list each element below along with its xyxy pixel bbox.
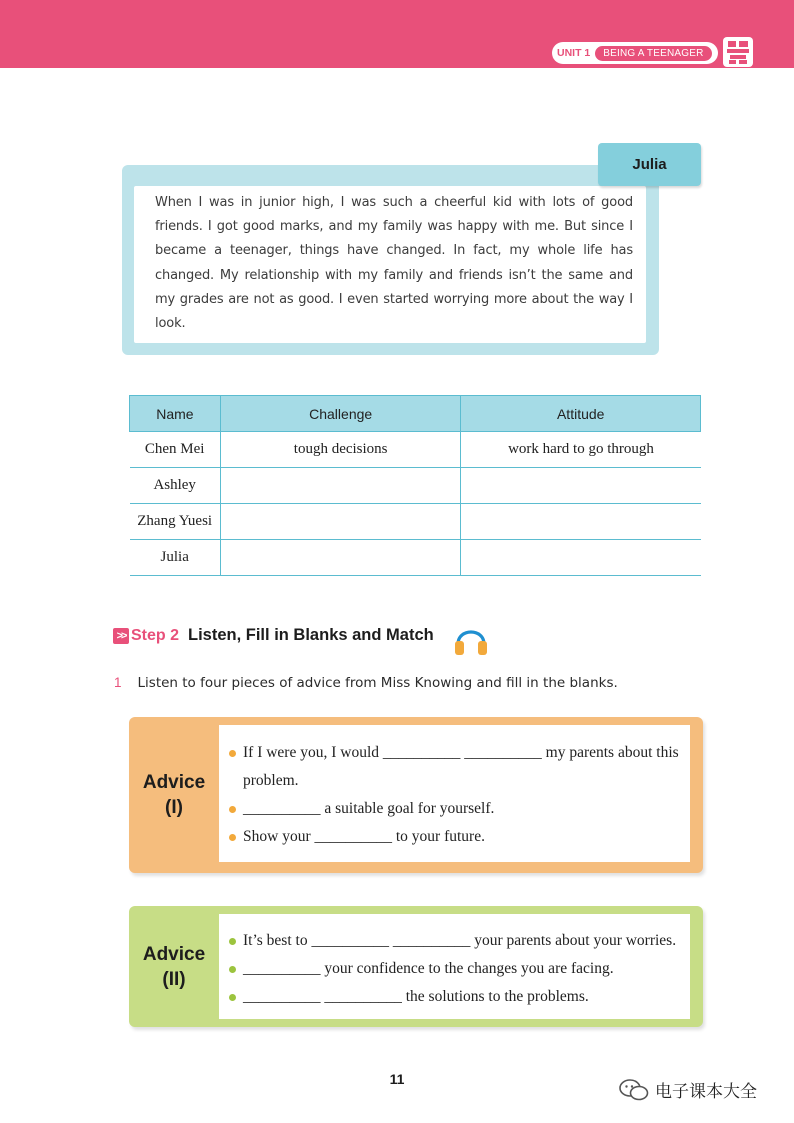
advice-list xyxy=(219,725,690,851)
table-cell-name: Ashley xyxy=(130,468,221,504)
step-heading xyxy=(113,626,434,645)
unit-label: UNIT 1 xyxy=(557,47,591,59)
bullet-icon xyxy=(229,938,236,945)
table-cell-challenge[interactable] xyxy=(220,504,461,540)
julia-name-tag: Julia xyxy=(598,143,701,186)
page-number: 11 xyxy=(389,1071,405,1087)
advice-text: __________ a suitable goal for yourself. xyxy=(243,800,495,817)
column-header-name: Name xyxy=(130,396,221,432)
list-item[interactable] xyxy=(229,795,682,823)
advice-label xyxy=(129,942,219,992)
table-cell-attitude[interactable] xyxy=(461,504,701,540)
double-chevron-icon: >> xyxy=(113,628,129,644)
table-cell-attitude[interactable] xyxy=(461,540,701,576)
advice-box-1 xyxy=(129,717,703,873)
list-item[interactable] xyxy=(229,823,682,851)
list-item[interactable] xyxy=(229,955,682,983)
table-row xyxy=(130,540,701,576)
bullet-icon xyxy=(229,994,236,1001)
step-title: Listen, Fill in Blanks and Match xyxy=(188,626,434,644)
table-header-row xyxy=(130,396,701,432)
table-row xyxy=(130,504,701,540)
advice-card xyxy=(219,914,690,1019)
bullet-icon xyxy=(229,834,236,841)
table-row xyxy=(130,432,701,468)
table-row xyxy=(130,468,701,504)
advice-card xyxy=(219,725,690,862)
watermark xyxy=(619,1077,757,1102)
chat-bubble-icon xyxy=(619,1078,649,1102)
table-cell-name: Chen Mei xyxy=(130,432,221,468)
table-cell-challenge[interactable] xyxy=(220,468,461,504)
advice-box-2 xyxy=(129,906,703,1027)
list-item[interactable] xyxy=(229,983,682,1011)
table-cell-name: Julia xyxy=(130,540,221,576)
step-number: Step 2 xyxy=(131,626,180,644)
instruction-number: 1 xyxy=(114,675,122,690)
advice-text: __________ __________ the solutions to the problems. xyxy=(243,988,589,1005)
advice-label-word: Advice xyxy=(142,944,206,965)
list-item[interactable] xyxy=(229,739,682,795)
headphones-icon xyxy=(453,622,489,658)
advice-label-word: Advice xyxy=(142,772,206,793)
advice-label-number: (I) xyxy=(165,797,183,818)
unit-title: BEING A TEENAGER xyxy=(595,46,711,61)
table-cell-challenge: tough decisions xyxy=(220,432,461,468)
advice-text: Show your __________ to your future. xyxy=(243,828,485,845)
unit-pill xyxy=(552,42,718,64)
column-header-attitude: Attitude xyxy=(461,396,701,432)
bullet-icon xyxy=(229,806,236,813)
challenge-table xyxy=(129,395,701,576)
unit-badge-icon xyxy=(723,37,753,67)
julia-passage: When I was in junior high, I was such a cheerful kid with lots of good friends. I got good marks, and my family was happy with me. But since I became a teenager, things have changed. In fact, my whole life has changed. My relationship with my family and friends isn’t the same and my grades are not as good. I even started worrying more about the way I look. xyxy=(155,195,633,332)
bullet-icon xyxy=(229,966,236,973)
table-cell-name: Zhang Yuesi xyxy=(130,504,221,540)
instruction xyxy=(114,675,618,691)
list-item[interactable] xyxy=(229,927,682,955)
advice-list xyxy=(219,914,690,1011)
advice-label xyxy=(129,770,219,820)
instruction-text: Listen to four pieces of advice from Miss Knowing and fill in the blanks. xyxy=(137,675,618,691)
bullet-icon xyxy=(229,750,236,757)
column-header-challenge: Challenge xyxy=(220,396,461,432)
table-cell-attitude[interactable] xyxy=(461,468,701,504)
table-cell-attitude: work hard to go through xyxy=(461,432,701,468)
watermark-text: 电子课本大全 xyxy=(655,1082,757,1102)
advice-text: If I were you, I would __________ __________ my parents about this problem. xyxy=(243,744,679,789)
advice-text: __________ your confidence to the changes you are facing. xyxy=(243,960,614,977)
advice-text: It’s best to __________ __________ your parents about your worries. xyxy=(243,932,677,949)
table-cell-challenge[interactable] xyxy=(220,540,461,576)
advice-label-number: (II) xyxy=(162,969,186,990)
